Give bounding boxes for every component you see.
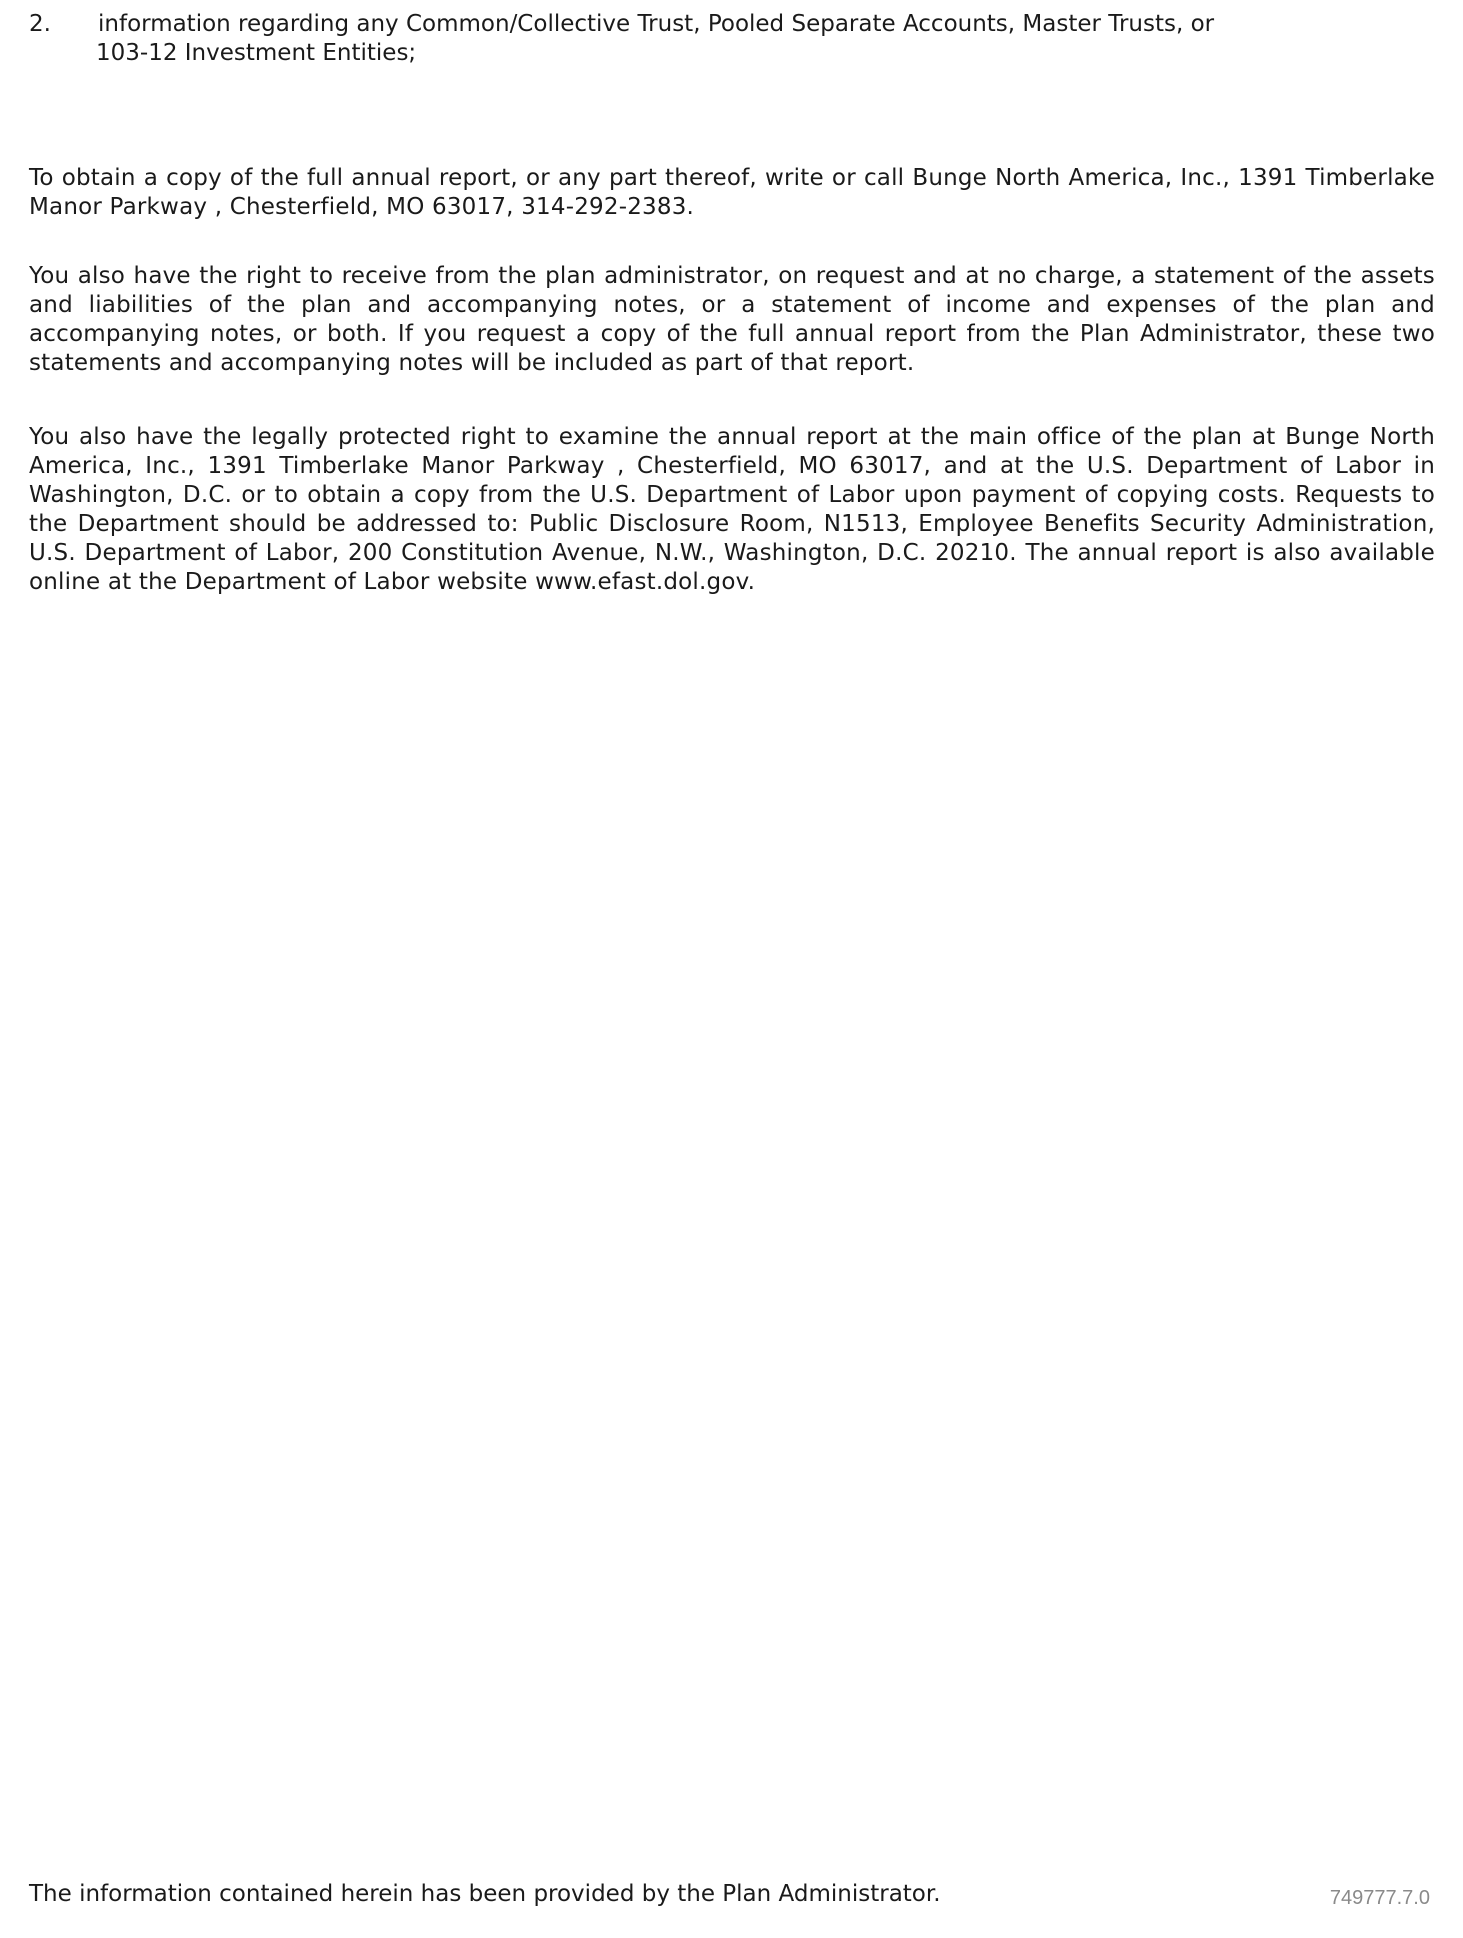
paragraph-right-to-receive: You also have the right to receive from the plan administrator, on request and at no charge, a statement of the assets and liabilities of the plan and accompanying notes, or a statement of income and expenses of the plan and accompanying notes, or both. If you request a copy of the full annual report from the Plan Administrator, these two statements and accompanying notes will be included as part of that report.	[29, 263, 1435, 376]
paragraph-obtain-copy: To obtain a copy of the full annual report, or any part thereof, write or call Bunge North America, Inc., 1391 Timberlake Manor Parkway , Chesterfield, MO 63017, 314-292-2383.	[29, 165, 1435, 220]
list-item-text	[96, 10, 1416, 68]
footer-statement: The information contained herein has been provided by the Plan Administrator.	[29, 1881, 941, 1907]
paragraph-right-to-examine: You also have the legally protected right to examine the annual report at the main office of the plan at Bunge North America, Inc., 1391 Timberlake Manor Parkway , Chesterfield, MO 63017, and at the U.S. Department of Labor in Washington, D.C. or to obtain a copy from the U.S. Department of Labor upon payment of copying costs. Requests to the Department should be addressed to: Public Disclosure Room, N1513, Employee Benefits Security Administration, U.S. Department of Labor, 200 Constitution Avenue, N.W., Washington, D.C. 20210. The annual report is also available online at the Department of Labor website www.efast.dol.gov.	[29, 424, 1435, 595]
document-id: 749777.7.0	[1329, 1887, 1430, 1909]
list-item-line-2: 103-12 Investment Entities;	[96, 40, 417, 66]
list-item-line-1: information regarding any Common/Collective Trust, Pooled Separate Accounts, Master Trusts, or	[98, 11, 1215, 37]
list-number: 2.	[29, 11, 51, 37]
